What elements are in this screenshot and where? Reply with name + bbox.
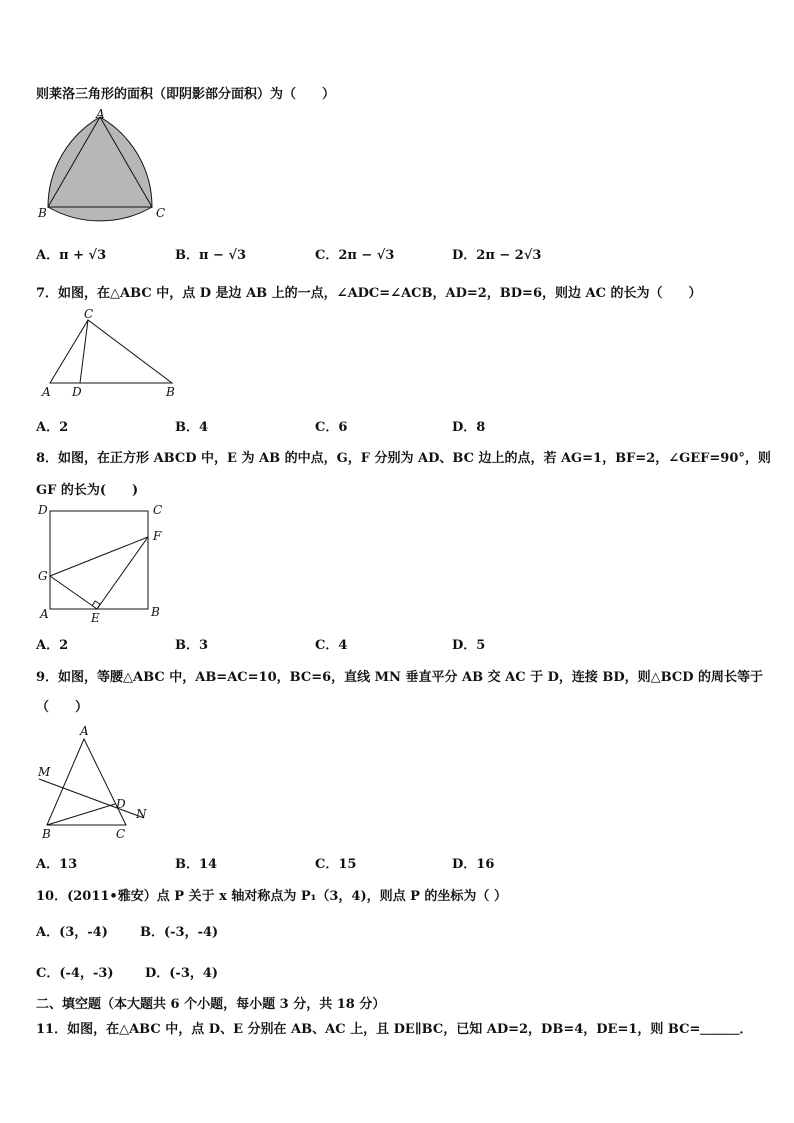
triangle-abc <box>50 320 172 383</box>
q10-option-c[interactable]: C．(-4，-3) <box>36 966 114 981</box>
q8-option-a[interactable]: A．2 <box>36 638 69 653</box>
q6-option-b[interactable]: B．π − √3 <box>175 248 247 263</box>
q8-option-c[interactable]: C．4 <box>315 638 348 653</box>
q9-text-2: （ ） <box>36 700 89 715</box>
label-F: F <box>153 529 162 543</box>
segment-bd <box>47 804 115 825</box>
q6-option-a[interactable]: A．π + √3 <box>36 248 107 263</box>
q9-option-b[interactable]: B．14 <box>175 857 218 872</box>
label-D: D <box>38 503 48 517</box>
label-B: B <box>42 827 51 841</box>
label-C: C <box>153 503 163 517</box>
q7-option-b[interactable]: B．4 <box>175 420 209 435</box>
q8-text-2: GF 的长为( ) <box>36 483 139 498</box>
q9-option-d[interactable]: D．16 <box>452 857 495 872</box>
q6-option-c[interactable]: C．2π − √3 <box>315 248 395 263</box>
q10-option-b[interactable]: B．(-3，-4) <box>140 925 219 940</box>
label-E: E <box>91 611 100 625</box>
q9-text-1: 9．如图，等腰△ABC 中，AB=AC=10，BC=6，直线 MN 垂直平分 AB 交 AC 于 D，连接 BD，则△BCD 的周长等于 <box>36 670 764 685</box>
vertex-label-C: C <box>156 206 166 220</box>
q9-isosceles-figure <box>36 722 166 844</box>
label-A: A <box>40 607 49 621</box>
q10-text: 10．(2011•雅安）点 P 关于 x 轴对称点为 P₁（3，4)，则点 P 的坐标为（ ） <box>36 889 507 904</box>
label-A: A <box>42 385 51 399</box>
q8-option-b[interactable]: B．3 <box>175 638 209 653</box>
triangle-abc <box>47 739 126 825</box>
q7-text: 7．如图，在△ABC 中，点 D 是边 AB 上的一点，∠ADC=∠ACB，AD=2，BD=6，则边 AC 的长为（ ） <box>36 286 702 301</box>
segment-cd <box>80 320 88 383</box>
reuleaux-triangle-figure <box>36 108 176 230</box>
q6-option-d[interactable]: D．2π − 2√3 <box>452 248 542 263</box>
q8-option-d[interactable]: D．5 <box>452 638 486 653</box>
label-M: M <box>38 765 51 779</box>
q9-option-c[interactable]: C．15 <box>315 857 357 872</box>
vertex-label-A: A <box>96 108 105 121</box>
q7-option-c[interactable]: C．6 <box>315 420 348 435</box>
label-G: G <box>38 569 48 583</box>
segment-ge <box>50 576 97 609</box>
label-A: A <box>80 724 89 738</box>
label-D: D <box>116 797 126 811</box>
q9-option-a[interactable]: A．13 <box>36 857 78 872</box>
label-C: C <box>84 308 94 321</box>
square-abcd <box>50 511 148 609</box>
q8-text-1: 8．如图，在正方形 ABCD 中，E 为 AB 的中点，G，F 分别为 AD、BC 边上的点，若 AG=1，BF=2，∠GEF=90°，则 <box>36 451 771 466</box>
line-mn <box>39 779 144 818</box>
label-C: C <box>116 827 126 841</box>
q7-option-d[interactable]: D．8 <box>452 420 486 435</box>
vertex-label-B: B <box>38 206 47 220</box>
label-N: N <box>136 807 147 821</box>
q10-option-d[interactable]: D．(-3，4) <box>145 966 219 981</box>
q8-square-figure <box>36 500 176 628</box>
q10-option-a[interactable]: A．(3，-4) <box>36 925 108 940</box>
label-D: D <box>72 385 82 399</box>
reuleaux-shaded-region <box>48 117 152 221</box>
q7-triangle-figure <box>36 308 186 402</box>
label-B: B <box>151 605 160 619</box>
label-B: B <box>166 385 175 399</box>
q11-text: 11．如图，在△ABC 中，点 D、E 分别在 AB、AC 上，且 DE∥BC，已知 AD=2，DB=4，DE=1，则 BC=＿＿＿． <box>36 1022 753 1037</box>
q7-option-a[interactable]: A．2 <box>36 420 69 435</box>
segment-gf <box>50 537 148 576</box>
q6-text: 则莱洛三角形的面积（即阴影部分面积）为（ ） <box>36 87 336 102</box>
section-heading: 二、填空题（本大题共 6 个小题，每小题 3 分，共 18 分） <box>36 997 386 1012</box>
segment-ef <box>97 537 148 609</box>
